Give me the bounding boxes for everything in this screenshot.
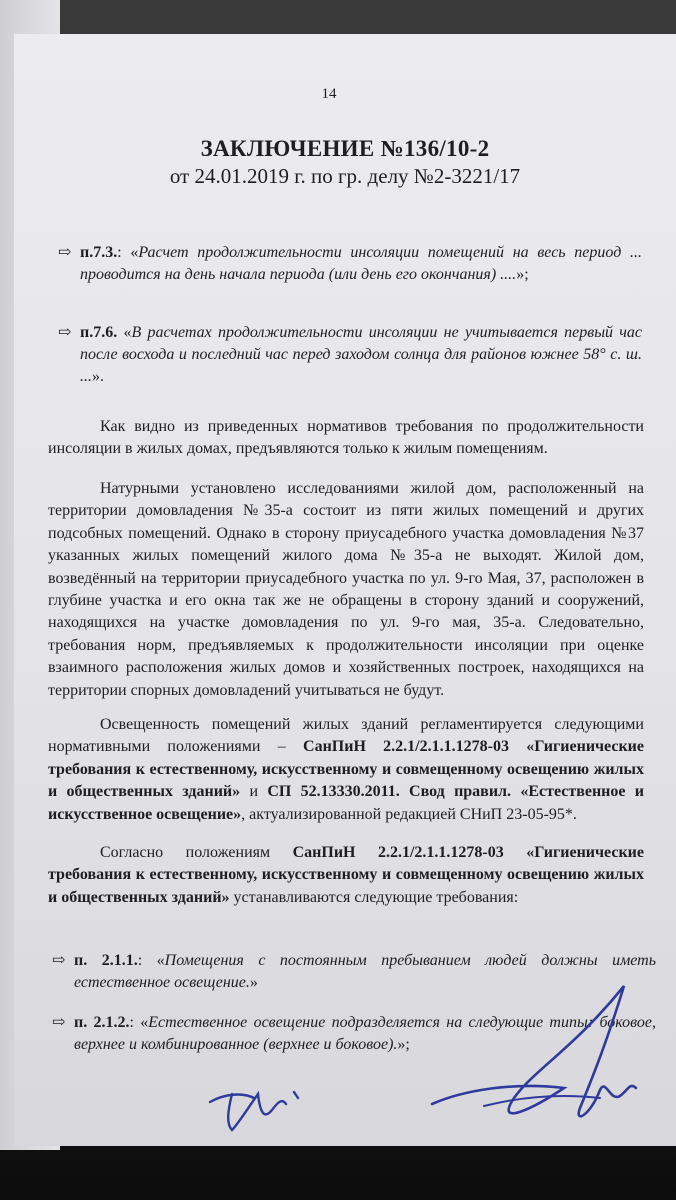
bullet-open: : « [129, 1014, 149, 1031]
bullet-open: : « [137, 952, 165, 969]
paragraph-text: устанавливаются следующие требования: [229, 888, 519, 906]
bullet-item [58, 322, 643, 388]
paragraph-text: Согласно положениям [100, 844, 293, 861]
regulation-ref: СП 52.13330.2011. Свод правил. «Естественное и искусственное освещение» [48, 783, 645, 823]
document-subtitle: от 24.01.2019 г. по гр. делу №2-3221/17 [169, 164, 521, 188]
paragraph [48, 842, 644, 909]
bullet-ref: п. 2.1.2. [74, 1014, 130, 1031]
bullet-item [58, 242, 642, 286]
bullet-close: »; [516, 266, 529, 283]
bullet-close: »; [397, 1036, 410, 1053]
paragraph [48, 714, 644, 826]
page-number: 14 [321, 86, 337, 102]
regulation-ref: СанПиН 2.2.1/2.1.1.1278-03 «Гигиенические требования к естественному, искусственному и совмещенному освещению жилых и общественных зданий» [48, 844, 644, 906]
bullet-quote: Расчет продолжительности инсоляции помещений на весь период ... проводится на день начала периода (или день его окончания) .... [80, 244, 642, 283]
bullet-close: » [249, 974, 258, 991]
arrow-right-icon: ⇨ [52, 952, 66, 969]
bullet-quote: Помещения с постоянным пребыванием людей должны иметь естественное освещение. [74, 952, 657, 991]
bullet-quote: Естественное освещение подразделяется на следующие типы: боковое, верхнее и комбинированное (верхнее и боковое). [74, 1014, 656, 1053]
signature-right [424, 978, 656, 1138]
paragraph-text: Освещенность помещений жилых зданий регламентируется следующими нормативными положениями – [48, 716, 644, 756]
paragraph: Как видно из приведенных нормативов требования по продолжительности инсоляции в жилых домах, предъявляются только к жилым помещениям. [48, 418, 644, 458]
arrow-right-icon: ⇨ [58, 244, 72, 261]
arrow-right-icon: ⇨ [52, 1014, 66, 1031]
document-title: ЗАКЛЮЧЕНИЕ №136/10-2 [200, 136, 490, 161]
bullet-close: ». [92, 368, 104, 385]
paragraph-text: и [240, 783, 268, 801]
bullet-ref: п.7.3. [80, 244, 118, 261]
bullet-item [52, 950, 657, 994]
bullet-open: « [117, 324, 132, 341]
paragraph: Натурными установлено исследованиями жилой дом, расположенный на территории домовладения №35-а состоит из пяти жилых помещений и других подсобных помещений. Однако в сторону приусадебного участка домовладения №37 указанных жилых помещений жилого дома №35-а не выходят. Жилой дом, возведённый на территории приусадебного участка по ул. 9-го Мая, 37, расположен в глубине участка и его окна так же не обращены в сторону зданий и сооружений, находящихся на участке домовладения по ул. 9-го мая, 35-а. Следовательно, требования норм, предъявляемых к продолжительности инсоляции при оценке взаимного расположения жилых домов и хозяйственных построек, находящихся на территории спорных домовладений учитываться не будут. [48, 480, 644, 699]
signature-left [202, 1064, 312, 1144]
paragraph-text: , актуализированной редакцией СНиП 23-05-95*. [241, 805, 577, 823]
document-page [14, 34, 676, 1146]
bullet-item [52, 1012, 656, 1056]
regulation-ref: СанПиН 2.2.1/2.1.1.1278-03 «Гигиенические требования к естественному, искусственному и совмещенному освещению жилых и общественных зданий» [48, 738, 644, 801]
arrow-right-icon: ⇨ [58, 324, 72, 341]
bullet-open: : « [117, 244, 139, 261]
bullet-quote: В расчетах продолжительности инсоляции не учитывается первый час после восхода и последний час перед заходом солнца для районов южнее 58° с. ш. ... [80, 324, 643, 385]
bullet-ref: п. 2.1.1. [74, 952, 138, 969]
bullet-ref: п.7.6. [80, 324, 118, 341]
